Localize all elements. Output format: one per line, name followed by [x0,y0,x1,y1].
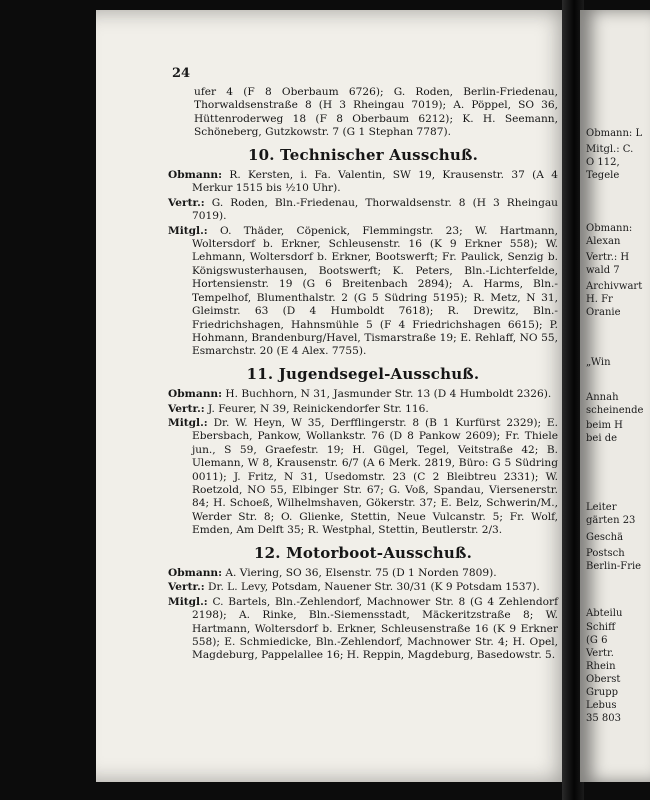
entry-text: Dr. W. Heyn, W 35, Derfflingerstr. 8 (B 1 Kurfürst 2329); E. Ebersbach, Pankow, Wollankstr. 76 (D 8 Pankow 2609); Fr. Thiele jun., S 59, Graefestr. 19; H. Gügel, Tegel, Veitstraße 42; B. Ulemann, W 8, Krausenstr. 6/7 (A 6 Merk. 2819, Büro: G 5 Südring 0011); J. Fritz, N 31, Usedomstr. 23 (C 2 Bleibtreu 2331); W. Roetzold, NO 55, Elbinger Str. 67; G. Voß, Spandau, Viersenerstr. 84; H. Schoeß, Wilhelmshaven, Gökerstr. 37; E. Belz, Schwerin/M., Werder Str. 8; O. Glienke, Stettin, Neue Vulcanstr. 5; Fr. Wolf, Emden, Am Delft 35; R. Westphal, Stettin, Beutlerstr. 2/3. [192,416,558,537]
right-page-line: wald 7 [586,265,620,276]
section-heading-motorboat: 12. Motorboot-Ausschuß. [253,543,472,562]
entry-text: R. Kersten, i. Fa. Valentin, SW 19, Krausenstr. 37 (A 4 Merkur 1515 bis ½10 Uhr). [192,169,558,195]
right-page-line: Rhein [586,661,616,672]
right-page-line: Obmann: [586,223,633,234]
right-page-line: Berlin-Frie [586,561,642,572]
right-page-line: Lebus [586,700,617,711]
entry-text: C. Bartels, Bln.-Zehlendorf, Machnower Str. 8 (G 4 Zehlendorf 2198); A. Rinke, Bln.-Siemensstadt, Mäckeritzstraße 8; W. Hartmann, Woltersdorf b. Erkner, Schleusenstraße 16 (K 9 Erkner 558); E. Schmiedicke, Bln.-Zehlendorf, Machnower Str. 4; H. Opel, Magdeburg, Pappelallee 16; H. Reppin, Magdeburg, Basedowstr. 5. [192,595,558,662]
right-page-line: Alexan [586,236,621,247]
right-page-line: Oranie [586,307,621,318]
right-page-line: Vertr. [586,648,614,659]
entry-text: A. Viering, SO 36, Elsenstr. 75 (D 1 Norden 7809). [225,567,497,579]
right-page-line: Postsch [586,548,625,559]
page-content [168,86,558,664]
entry-text: O. Thäder, Cöpenick, Flemmingstr. 23; W. Hartmann, Woltersdorf b. Erkner, Schleusenstr. 16 (K 9 Erkner 558); W. Lehmann, Woltersdorf b. Erkner, Bootswerft; Fr. Paulick, Senzig b. Königswusterhausen, Bootswerft; K. Peters, Bln.-Lichterfelde, Hortensienstr. 19 (G 6 Breitenbach 2894); A. Harms, Bln.-Tempelhof, Blumenthalstr. 2 (G 5 Südring 5195); R. Metz, N 31, Gleimstr. 63 (D 4 Humboldt 7618); R. Drewitz, Bln.-Friedrichshagen, Hahnsmühle 5 (F 4 Friedrichshagen 6615); P. Hohmann, Brandenburg/Havel, Tismarstraße 19; E. Rehlaff, NO 55, Esmarchstr. 20 (E 4 Alex. 7755). [192,224,558,358]
right-page-line: scheinende [586,405,644,416]
entry-label: Vertr.: [168,196,205,209]
section-heading-youth-sailing: 11. Jugendsegel-Ausschuß. [246,364,480,383]
right-page-line: Vertr.: H [586,252,630,263]
entry-mitgl [168,225,558,359]
right-page-line: Annah [586,392,619,403]
entry-mitgl [168,417,558,538]
right-page-line: beim H [586,420,623,431]
right-page-line: Grupp [586,687,619,698]
entry-vertr [168,581,558,594]
right-page-line: 35 803 [586,713,621,724]
entry-label: Vertr.: [168,581,205,594]
right-page-line: Archivwart [586,281,643,292]
right-page-line: Leiter [586,502,617,513]
right-page-line: Mitgl.: C. [586,144,634,155]
entry-label: Obmann: [168,388,223,401]
right-page-line: Oberst [586,674,621,685]
intro-paragraph: ufer 4 (F 8 Oberbaum 6726); G. Roden, Berlin-Friedenau, Thorwaldsenstraße 8 (H 3 Rheingau 7019); A. Pöppel, SO 36, Hüttenroderweg 18 (F 8 Oberbaum 6212); K. H. Seemann, Schöneberg, Gutzkowstr. 7 (G 1 Stephan 7787). [194,86,558,139]
entry-label: Mitgl.: [168,224,208,237]
right-page-line: Schiff [586,622,616,633]
left-page [96,10,578,782]
entry-text: H. Buchhorn, N 31, Jasmunder Str. 13 (D 4 Humboldt 2326). [225,388,552,401]
right-page-line: Geschä [586,532,624,543]
right-page-line: Obmann: L [586,128,643,139]
page-number: 24 [172,66,191,81]
right-page-line: O 112, [586,157,620,168]
right-page-line: gärten 23 [586,515,636,526]
entry-label: Mitgl.: [168,416,208,429]
entry-mitgl [168,596,558,663]
entry-label: Obmann: [168,567,223,579]
entry-label: Obmann: [168,169,223,182]
right-page-line: Tegele [586,170,620,181]
right-page-line: „Win [586,357,611,368]
right-page-line: bei de [586,433,618,444]
right-page-line: H. Fr [586,294,613,305]
entry-obmann [168,567,558,580]
entry-text: Dr. L. Levy, Potsdam, Nauener Str. 30/31 (K 9 Potsdam 1537). [208,581,540,594]
entry-vertr [168,403,558,416]
right-page-line: Abteilu [586,608,623,619]
entry-vertr [168,197,558,224]
right-page [580,10,650,782]
entry-obmann [168,169,558,196]
entry-label: Mitgl.: [168,595,208,608]
entry-text: G. Roden, Bln.-Friedenau, Thorwaldsenstr. 8 (H 3 Rheingau 7019). [192,196,558,223]
entry-text: J. Feurer, N 39, Reinickendorfer Str. 116. [208,402,429,415]
section-heading-technical: 10. Technischer Ausschuß. [247,145,479,164]
entry-label: Vertr.: [168,402,205,415]
entry-obmann [168,388,558,401]
right-page-line: (G 6 [586,635,608,646]
